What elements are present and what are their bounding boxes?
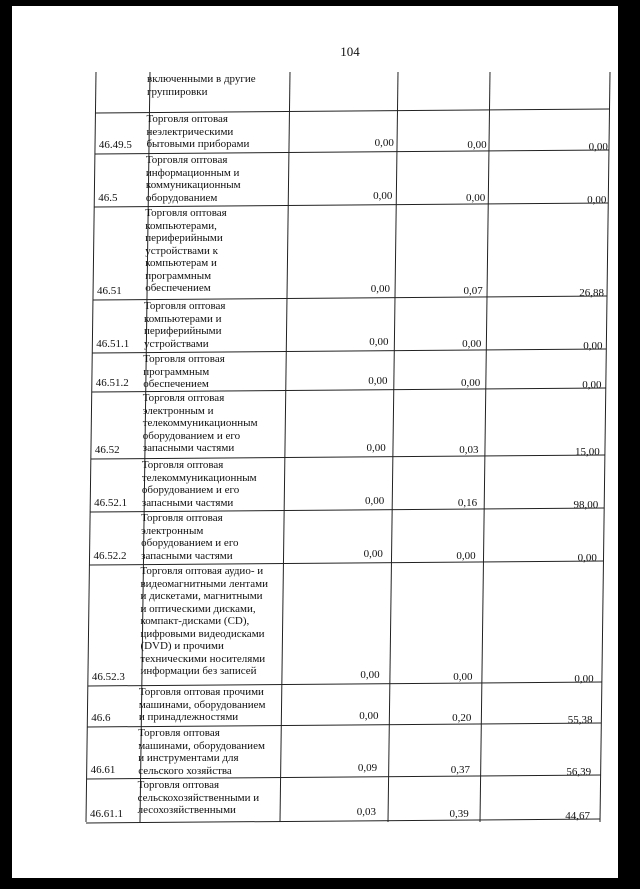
row-value-2: 0,00 — [462, 338, 482, 350]
page-number: 104 — [340, 44, 360, 59]
row-value-1: 0,09 — [357, 762, 378, 774]
row-value-1: 0,00 — [359, 710, 379, 722]
row-value-3: 0,00 — [574, 673, 594, 685]
row-code: 46.6 — [91, 712, 111, 724]
row-value-1: 0,00 — [365, 495, 385, 507]
row-name: Торговля оптовая неэлектрическими бытовыми приборами — [146, 113, 250, 150]
row-value-1: 0,00 — [369, 336, 389, 348]
row-name: Торговля оптовая электронным оборудованием и его запасными частями — [141, 512, 239, 562]
row-name: включенными в другие группировки — [147, 73, 256, 98]
row-value-3: 0,00 — [588, 141, 608, 153]
row-code: 46.61 — [90, 764, 116, 776]
row-value-1: 0,00 — [374, 137, 394, 149]
row-value-2: 0,00 — [467, 139, 487, 151]
row-code: 46.5 — [98, 192, 118, 204]
row-name: Торговля оптовая телекоммуникационным оборудованием и его запасными частями — [141, 459, 257, 509]
row-name: Торговля оптовая машинами, оборудованием и инструментами для сельского хозяйства — [138, 727, 265, 777]
row-value-3: 0,00 — [587, 194, 607, 206]
row-value-1: 0,00 — [360, 669, 380, 681]
row-value-1: 0,03 — [356, 806, 376, 818]
row-code: 46.51 — [96, 285, 122, 297]
row-code: 46.51.2 — [95, 377, 129, 389]
row-value-3: 44,67 — [565, 810, 590, 822]
row-value-2: 0,20 — [452, 712, 472, 724]
row-value-1: 0,00 — [368, 375, 388, 387]
row-value-2: 0,16 — [457, 497, 478, 509]
row-value-2: 0,03 — [459, 444, 479, 456]
row-value-1: 0,00 — [370, 283, 390, 295]
row-value-3: 56,39 — [566, 766, 592, 778]
row-value-3: 0,00 — [577, 552, 597, 564]
row-value-3: 26,88 — [579, 287, 604, 299]
row-name: Торговля оптовая информационным и коммуникационным оборудованием — [145, 154, 241, 204]
row-value-2: 0,00 — [453, 671, 473, 683]
row-value-3: 15,00 — [574, 446, 600, 458]
row-name: Торговля оптовая сельскохозяйственными и лесохозяйственными — [137, 779, 260, 816]
row-code: 46.51.1 — [96, 338, 130, 350]
row-value-3: 0,00 — [583, 340, 603, 352]
row-value-2: 0,00 — [465, 192, 486, 204]
row-value-2: 0,00 — [461, 377, 481, 389]
row-value-1: 0,00 — [363, 548, 383, 560]
row-name: Торговля оптовая программным обеспечением — [143, 353, 225, 390]
row-value-1: 0,00 — [373, 190, 393, 202]
row-value-2: 0,37 — [450, 764, 470, 776]
row-value-3: 55,38 — [567, 714, 593, 726]
row-code: 46.52 — [94, 444, 120, 456]
row-code: 46.61.1 — [90, 808, 123, 820]
row-code: 46.52.3 — [91, 671, 125, 683]
row-value-2: 0,00 — [456, 550, 476, 562]
row-code: 46.52.1 — [94, 497, 128, 509]
row-name: Торговля оптовая прочими машинами, оборудованием и принадлежностями — [138, 686, 266, 723]
row-value-3: 0,00 — [582, 379, 602, 391]
row-name: Торговля оптовая компьютерами и периферийными устройствами — [143, 300, 226, 350]
row-code: 46.49.5 — [98, 139, 132, 151]
row-name: Торговля оптовая электронным и телекоммуникационным оборудованием и его запасными частями — [142, 392, 258, 454]
row-value-3: 98,00 — [573, 499, 599, 511]
row-name: Торговля оптовая компьютерами, периферийными устройствами к компьютерам и программным обеспечением — [145, 207, 227, 294]
row-name: Торговля оптовая аудио- и видеомагнитными лентами и дискетами, магнитными и оптическими дисками, компакт-дисками (CD), цифровыми видеодисками (DVD) и прочими техническими носителями информации без записей — [140, 565, 268, 677]
row-value-2: 0,07 — [463, 285, 483, 297]
row-code: 46.52.2 — [93, 550, 127, 562]
row-value-2: 0,39 — [449, 808, 469, 820]
row-value-1: 0,00 — [366, 442, 386, 454]
